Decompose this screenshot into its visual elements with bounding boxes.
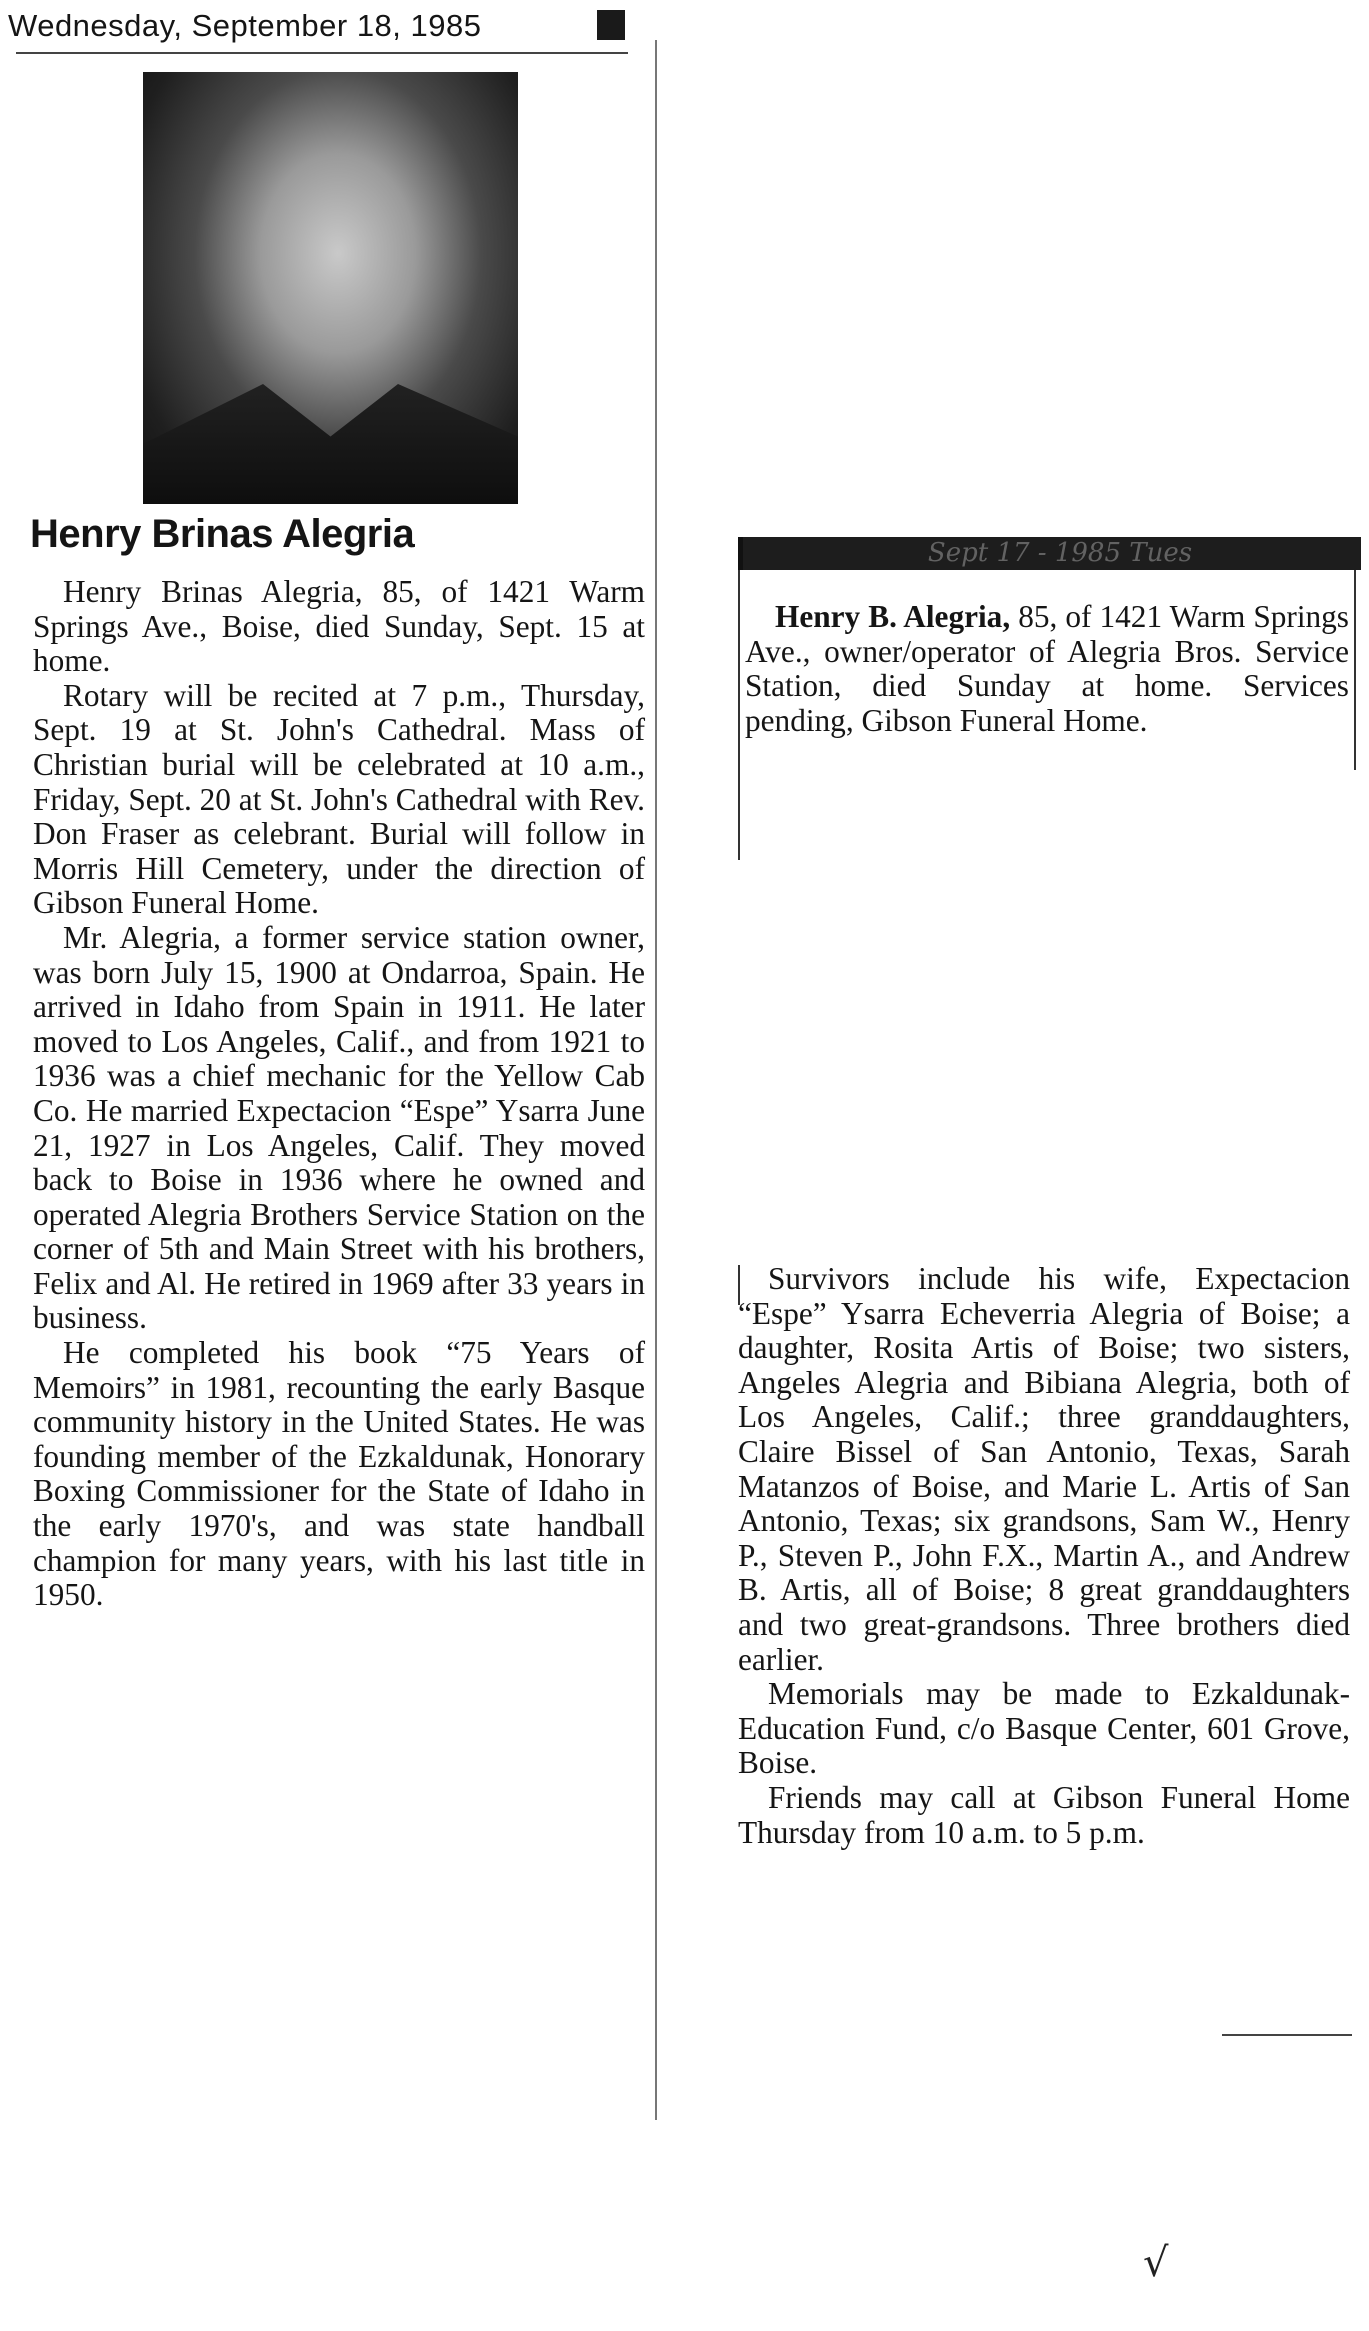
- top-rule: [16, 52, 628, 54]
- clipping-edge-mark: [597, 10, 625, 40]
- brief-name: Henry B. Alegria,: [775, 599, 1011, 634]
- brief-left-rule: [738, 570, 740, 860]
- portrait-suit-shape: [143, 354, 518, 504]
- brief-text: 85, of 1421 Warm Springs Ave., owner/operator of Alegria Bros. Service Station, died Sunday at home. Services pending, Gibson Funeral Home.: [745, 599, 1349, 738]
- brief-right-rule: [1354, 570, 1356, 770]
- check-mark: √: [1143, 2240, 1169, 2286]
- death-notice-brief: [745, 600, 1349, 738]
- bottom-rule: [1222, 2034, 1352, 2036]
- obituary-paragraph: He completed his book “75 Years of Memoirs” in 1981, recounting the early Basque community history in the United States. He was founding member of the Ezkaldunak, Honorary Boxing Commissioner for the State of Idaho in the early 1970's, and was state handball champion for many years, with his last title in 1950.: [33, 1335, 645, 1613]
- obituary-headline: Henry Brinas Alegria: [30, 512, 415, 556]
- obituary-paragraph: Mr. Alegria, a former service station owner, was born July 15, 1900 at Ondarroa, Spain. He arrived in Idaho from Spain in 1911. He later moved to Los Angeles, Calif., and from 1921 to 1936 was a chief mechanic for the Yellow Cab Co. He married Expectacion “Espe” Ysarra June 21, 1927 in Los Angeles, Calif. They moved back to Boise in 1936 where he owned and operated Alegria Brothers Service Station on the corner of 5th and Main Street with his brothers, Felix and Al. He retired in 1969 after 33 years in business.: [33, 919, 645, 1336]
- obituary-paragraph: Rotary will be recited at 7 p.m., Thursday, Sept. 19 at St. John's Cathedral. Mass of Christian burial will be celebrated at 10 a.m., Friday, Sept. 20 at St. John's Cathedral with Rev. Don Fraser as celebrant. Burial will follow in Morris Hill Cemetery, under the direction of Gibson Funeral Home.: [33, 677, 645, 921]
- obituary-continuation: [738, 1262, 1350, 1850]
- survivors-paragraph: Survivors include his wife, Expectacion “Espe” Ysarra Echeverria Alegria of Boise; a daughter, Rosita Artis of Boise; two sisters, Angeles Alegria and Bibiana Alegria, both of Los Angeles, Calif.; three granddaughters, Claire Bissel of San Antonio, Texas, Sarah Matanzos of Boise, and Marie L. Artis of San Antonio, Texas; six grandsons, Sam W., Henry P., Steven P., John F.X., Martin A., and Andrew B. Artis, all of Boise; 8 great granddaughters and two great-grandsons. Three brothers died earlier.: [738, 1261, 1350, 1677]
- visitation-paragraph: Friends may call at Gibson Funeral Home Thursday from 10 a.m. to 5 p.m.: [738, 1779, 1350, 1850]
- obituary-paragraph: Henry Brinas Alegria, 85, of 1421 Warm Springs Ave., Boise, died Sunday, Sept. 15 at home.: [33, 574, 645, 679]
- column-rule: [655, 40, 657, 2120]
- obituary-body: [33, 575, 645, 1613]
- dateline: Wednesday, September 18, 1985: [8, 8, 482, 43]
- portrait-photo: [143, 72, 518, 504]
- memorials-paragraph: Memorials may be made to Ezkaldunak-Education Fund, c/o Basque Center, 601 Grove, Boise.: [738, 1676, 1350, 1781]
- handwritten-date: Sept 17 - 1985 Tues: [927, 538, 1193, 568]
